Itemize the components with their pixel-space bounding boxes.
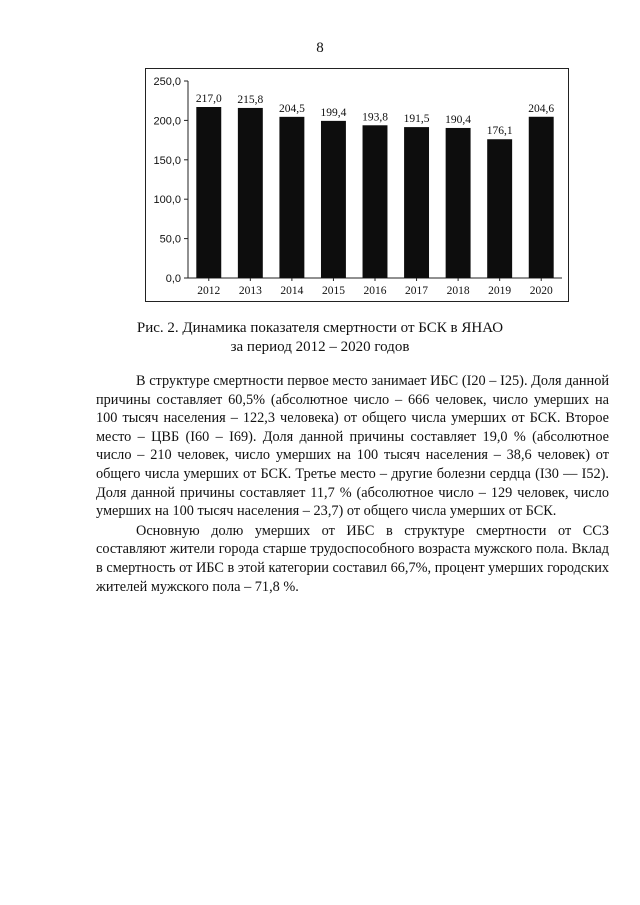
data-label: 204,5 (278, 102, 305, 115)
data-label: 191,5 (403, 113, 430, 126)
chart-svg (146, 69, 570, 303)
bar (363, 125, 388, 278)
bar (404, 127, 429, 278)
x-tick-label: 2017 (405, 285, 429, 297)
x-tick-label: 2019 (488, 285, 512, 297)
paragraph-2: Основную долю умерших от ИБС в структуре смертности от ССЗ составляют жители города старше трудоспособного возраста мужского пола. Вклад в смертность от ИБС в этой категории составил 66,7%, процент умерших городских жителей мужского пола – 71,8 %. (96, 522, 609, 595)
page-number: 8 (316, 40, 324, 56)
paragraph-1: В структуре смертности первое место занимает ИБС (I20 – I25). Доля данной причины составляет 60,5% (абсолютное число – 666 человек, число умерших на 100 тысяч населения – 122,3 человека) от общего числа умерших от БСК. Второе место – ЦВБ (I60 – I69). Доля данной причины составляет 19,0 % (абсолютное число – 210 человек, число умерших на 100 тысяч населения – 38,6 человек) от общего числа умерших от БСК. Третье место – другие болезни сердца (I30 — I52). Доля данной причины составляет 11,7 % (абсолютное число – 129 человек, число умерших на 100 тысяч населения – 23,7) от общего числа умерших от БСК. (96, 373, 609, 520)
x-tick-label: 2018 (446, 285, 470, 297)
bar (238, 108, 263, 278)
x-tick-label: 2012 (197, 285, 221, 297)
y-tick-label: 50,0 (159, 233, 181, 246)
y-tick-label: 0,0 (165, 273, 181, 285)
bar (196, 107, 221, 278)
data-label: 193,8 (362, 111, 388, 124)
x-tick-label: 2016 (363, 285, 387, 297)
bar (279, 117, 304, 278)
y-tick-label: 250,0 (153, 76, 181, 88)
data-label: 199,4 (320, 106, 347, 119)
y-tick-label: 100,0 (153, 194, 181, 207)
caption-line-2: за период 2012 – 2020 годов (230, 339, 410, 355)
x-tick-label: 2013 (238, 285, 262, 297)
x-tick-label: 2015 (321, 285, 345, 297)
bar (321, 121, 346, 278)
data-label: 217,0 (195, 93, 222, 106)
figure-caption (0, 319, 640, 357)
body-text (96, 372, 609, 596)
x-tick-label: 2020 (529, 285, 553, 297)
data-label: 204,6 (528, 102, 555, 115)
data-label: 176,1 (486, 125, 513, 138)
caption-line-1: Рис. 2. Динамика показателя смертности от БСК в ЯНАО (136, 320, 504, 336)
mortality-bar-chart (145, 68, 569, 302)
y-tick-label: 200,0 (153, 115, 181, 128)
bar (487, 139, 512, 278)
x-tick-label: 2014 (280, 285, 304, 297)
bar (446, 128, 471, 278)
data-label: 215,8 (237, 93, 264, 106)
data-label: 190,4 (445, 113, 472, 126)
y-tick-label: 150,0 (153, 154, 181, 167)
bar (529, 117, 554, 278)
